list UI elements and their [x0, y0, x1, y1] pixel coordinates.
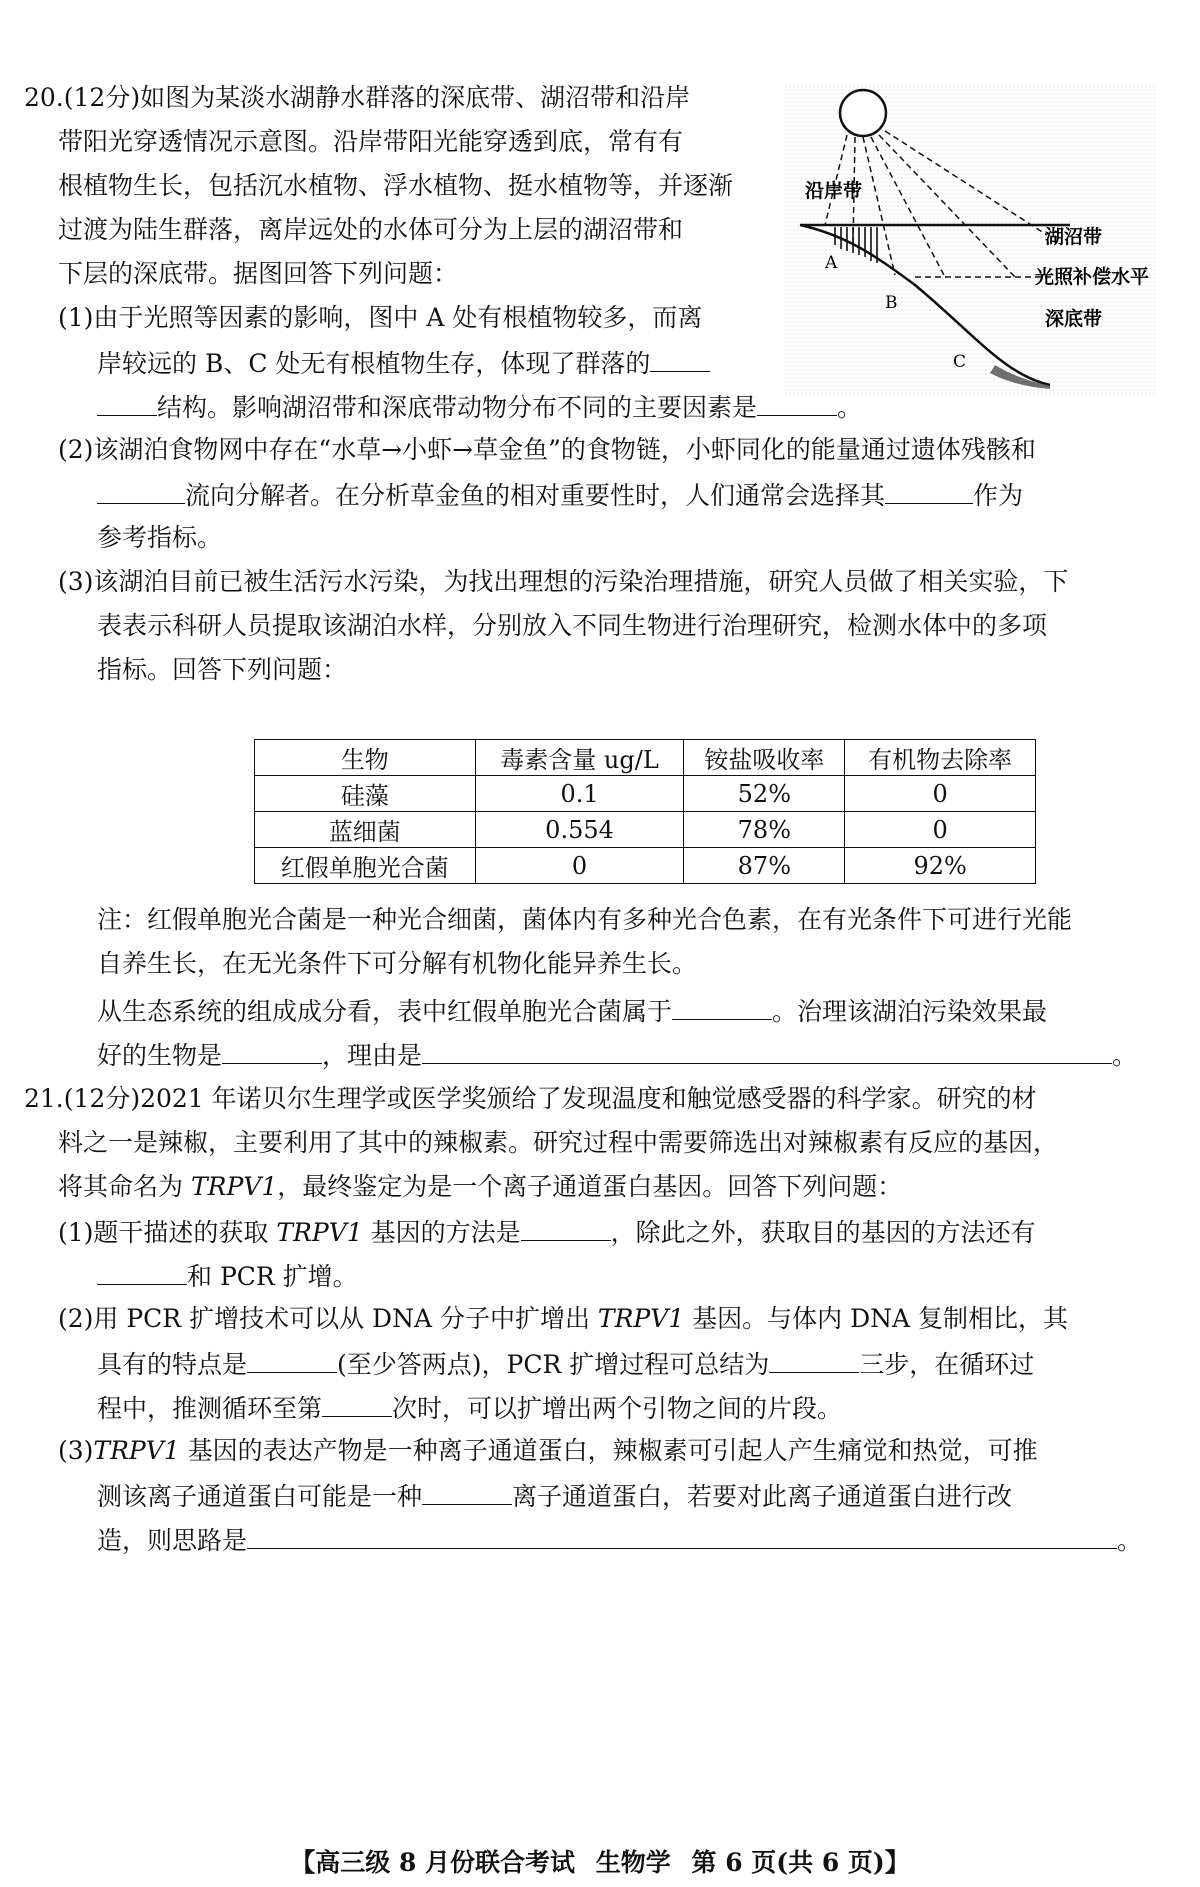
- q20-p3-line-1: (3)该湖泊目前已被生活污水污染，为找出理想的污染治理措施，研究人员做了相关实验，下: [58, 567, 1069, 596]
- table-cell: 硅藻: [255, 776, 476, 812]
- label-limnetic-zone: 湖沼带: [1045, 226, 1103, 248]
- q20-p3-line-3: 指标。回答下列问题：: [97, 655, 348, 684]
- q20-note-line-1: 注：红假单胞光合菌是一种光合细菌，菌体内有多种光合色素，在有光条件下可进行光能: [97, 905, 1073, 934]
- label-compensation-level: 光照补偿水平: [1035, 266, 1150, 288]
- table-row: [255, 776, 1036, 812]
- answer-blank[interactable]: [97, 1260, 187, 1285]
- q21-line-2: 料之一是辣椒，主要利用了其中的辣椒素。研究过程中需要筛选出对辣椒素有反应的基因，: [58, 1128, 1059, 1157]
- answer-blank[interactable]: [650, 347, 710, 372]
- q21-p1-line-1: (1)题干描述的获取 TRPV1 基因的方法是 ，除此之外，获取目的基因的方法还有: [58, 1218, 1036, 1247]
- table-cell: 蓝细菌: [255, 812, 476, 848]
- label-point-c: C: [953, 352, 967, 372]
- table-cell: 52%: [684, 776, 845, 812]
- q20-p2-line-3: 参考指标。: [97, 523, 223, 552]
- answer-blank[interactable]: [97, 391, 157, 416]
- q20-p3-line-2: 表表示科研人员提取该湖泊水样，分别放入不同生物进行治理研究，检测水体中的多项: [97, 611, 1048, 640]
- table-cell: 78%: [684, 812, 845, 848]
- table-header-row: [255, 740, 1036, 776]
- q21-p2-line-1: (2)用 PCR 扩增技术可以从 DNA 分子中扩增出 TRPV1 基因。与体内 DNA 复制相比，其: [58, 1304, 1069, 1333]
- q21-line-3: 将其命名为 TRPV1，最终鉴定为是一个离子通道蛋白基因。回答下列问题：: [58, 1172, 903, 1201]
- table-header: 毒素含量 ug/L: [475, 740, 684, 776]
- q21-p3-line-2: 测该离子通道蛋白可能是一种 离子通道蛋白，若要对此离子通道蛋白进行改: [97, 1482, 1013, 1511]
- answer-blank[interactable]: [422, 1039, 1112, 1064]
- q20-line-4: 过渡为陆生群落，离岸远处的水体可分为上层的湖沼带和: [58, 215, 684, 244]
- table-cell: 0: [845, 812, 1036, 848]
- table-header: 生物: [255, 740, 476, 776]
- q21-line-1: 21.(12分)2021 年诺贝尔生理学或医学奖颁给了发现温度和触觉感受器的科学家。研究的材: [24, 1084, 1037, 1113]
- q20-p1-line-3: 结构。影响湖沼带和深底带动物分布不同的主要因素是 。: [97, 391, 862, 423]
- sun-icon: [840, 90, 886, 136]
- table-header: 有机物去除率: [845, 740, 1036, 776]
- q20-p3-line-5: 好的生物是 ，理由是 。: [97, 1041, 1138, 1070]
- label-point-a: A: [825, 253, 838, 273]
- label-profundal-zone: 深底带: [1045, 308, 1103, 330]
- q21-p1-line-2: 和 PCR 扩增。: [97, 1260, 358, 1292]
- table-cell: 0.1: [475, 776, 684, 812]
- answer-blank[interactable]: [247, 1524, 1117, 1549]
- q20-line-2: 带阳光穿透情况示意图。沿岸带阳光能穿透到底，常有有: [58, 127, 684, 156]
- label-coastal-zone: 沿岸带: [805, 180, 863, 202]
- answer-blank[interactable]: [521, 1216, 611, 1241]
- q20-line-1: 20.(12分)如图为某淡水湖静水群落的深底带、湖沼带和沿岸: [24, 83, 691, 112]
- footer-subject: 生物学: [595, 1848, 671, 1877]
- answer-blank[interactable]: [322, 1392, 392, 1417]
- table-cell: 0.554: [475, 812, 684, 848]
- page-footer: [0, 1843, 1200, 1879]
- q20-p2-line-1: (2)该湖泊食物网中存在“水草→小虾→草金鱼”的食物链，小虾同化的能量通过遗体残骸和: [58, 435, 1036, 464]
- answer-blank[interactable]: [885, 479, 973, 504]
- q20-p2-line-2: 流向分解者。在分析草金鱼的相对重要性时，人们通常会选择其 作为: [97, 479, 1023, 511]
- answer-blank[interactable]: [222, 1039, 322, 1064]
- answer-blank[interactable]: [247, 1348, 337, 1373]
- q20-note-line-2: 自养生长，在无光条件下可分解有机物化能异养生长。: [97, 949, 698, 978]
- answer-blank[interactable]: [672, 995, 772, 1020]
- table-cell: 87%: [684, 848, 845, 884]
- q20-p1-line-2: 岸较远的 B、C 处无有根植物生存，体现了群落的: [97, 347, 710, 379]
- table-row: [255, 848, 1036, 884]
- table-cell: 0: [845, 776, 1036, 812]
- q21-p3-line-3: 造，则思路是 。: [97, 1526, 1143, 1555]
- table-cell: 红假单胞光合菌: [255, 848, 476, 884]
- table-header: 铵盐吸收率: [684, 740, 845, 776]
- answer-blank[interactable]: [97, 479, 185, 504]
- footer-page-number: 第 6 页(共 6 页)】: [691, 1848, 910, 1877]
- q21-p3-line-1: (3)TRPV1 基因的表达产物是一种离子通道蛋白，辣椒素可引起人产生痛觉和热觉，可推: [58, 1436, 1038, 1465]
- answer-blank[interactable]: [769, 1348, 859, 1373]
- table-cell: 92%: [845, 848, 1036, 884]
- table-row: [255, 812, 1036, 848]
- q21-p2-line-2: 具有的特点是 (至少答两点)，PCR 扩增过程可总结为 三步，在循环过: [97, 1350, 1035, 1379]
- label-point-b: B: [885, 293, 898, 313]
- footer-exam-name: 【高三级 8 月份联合考试: [290, 1848, 576, 1877]
- q20-p1-line-1: (1)由于光照等因素的影响，图中 A 处有根植物较多，而离: [58, 303, 703, 332]
- q21-p2-line-3: 程中，推测循环至第 次时，可以扩增出两个引物之间的片段。: [97, 1394, 843, 1423]
- lake-light-diagram: [785, 85, 1155, 395]
- q20-line-5: 下层的深底带。据图回答下列问题：: [58, 259, 459, 288]
- q20-line-3: 根植物生长，包括沉水植物、浮水植物、挺水植物等，并逐渐: [58, 171, 734, 200]
- q20-p3-line-4: 从生态系统的组成成分看，表中红假单胞光合菌属于 。治理该湖泊污染效果最: [97, 997, 1048, 1026]
- table-cell: 0: [475, 848, 684, 884]
- pollution-data-table: [254, 739, 1036, 884]
- answer-blank[interactable]: [422, 1480, 512, 1505]
